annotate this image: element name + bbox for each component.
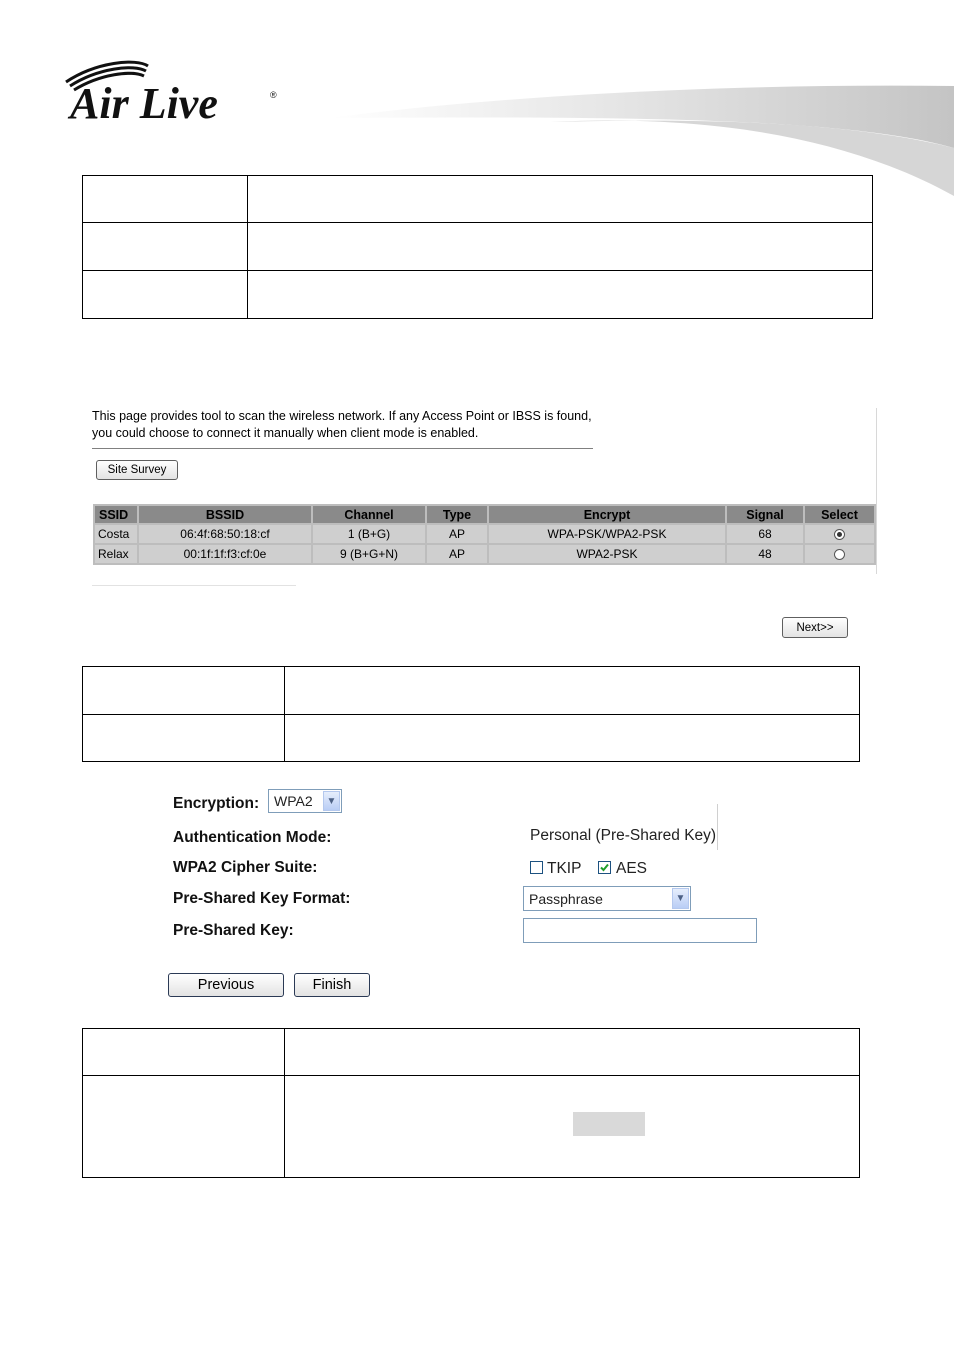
cell-encrypt: WPA2-PSK <box>489 545 725 563</box>
site-survey-button[interactable]: Site Survey <box>96 460 178 480</box>
info-table-1 <box>82 175 873 319</box>
aes-label: AES <box>616 860 648 877</box>
table-cell <box>83 715 285 762</box>
table-cell <box>83 667 285 715</box>
col-select-header: Select <box>805 506 874 523</box>
site-survey-table <box>93 504 876 565</box>
auth-mode-value: Personal (Pre-Shared Key) <box>530 827 717 844</box>
table-header-row <box>95 506 874 523</box>
table-cell <box>83 1029 285 1076</box>
table-cell <box>248 223 873 271</box>
aes-checkbox[interactable] <box>598 861 611 874</box>
encryption-select[interactable] <box>268 789 342 813</box>
table-cell <box>83 271 248 319</box>
chevron-down-icon: ▼ <box>672 888 689 909</box>
table-row[interactable] <box>95 545 874 563</box>
cell-ssid: Costa <box>95 525 137 543</box>
cell-signal: 48 <box>727 545 803 563</box>
col-ssid-header: SSID <box>95 506 137 523</box>
table-cell <box>83 223 248 271</box>
col-channel-header: Channel <box>313 506 425 523</box>
table-row[interactable] <box>95 525 874 543</box>
psk-format-select-value: Passphrase <box>529 890 603 907</box>
next-button[interactable]: Next>> <box>782 617 848 638</box>
highlight-patch <box>573 1112 645 1136</box>
airlive-logo-text: Air Live <box>70 79 218 128</box>
select-radio-relax[interactable] <box>834 549 845 560</box>
encryption-label: Encryption: <box>173 795 260 812</box>
svg-text:®: ® <box>270 90 277 100</box>
select-radio-costa[interactable] <box>834 529 845 540</box>
table-cell <box>83 176 248 223</box>
tkip-label: TKIP <box>547 860 582 877</box>
psk-label: Pre-Shared Key: <box>173 922 294 939</box>
cell-bssid: 06:4f:68:50:18:cf <box>139 525 311 543</box>
table-cell <box>248 271 873 319</box>
airlive-logo <box>56 58 286 128</box>
cell-select <box>805 525 874 543</box>
cell-type: AP <box>427 545 487 563</box>
cell-signal: 68 <box>727 525 803 543</box>
cell-type: AP <box>427 525 487 543</box>
table-cell <box>285 667 860 715</box>
checkmark-icon <box>599 862 610 873</box>
table-cell <box>285 1076 860 1178</box>
info-table-3 <box>82 1028 860 1178</box>
psk-input[interactable] <box>523 918 757 943</box>
table-cell <box>285 1029 860 1076</box>
auth-mode-label: Authentication Mode: <box>173 829 332 846</box>
cell-ssid: Relax <box>95 545 137 563</box>
table-cell <box>285 715 860 762</box>
divider <box>92 585 296 586</box>
col-bssid-header: BSSID <box>139 506 311 523</box>
cell-channel: 9 (B+G+N) <box>313 545 425 563</box>
cell-bssid: 00:1f:1f:f3:cf:0e <box>139 545 311 563</box>
chevron-down-icon: ▼ <box>323 791 340 811</box>
table-cell <box>83 1076 285 1178</box>
site-survey-intro: This page provides tool to scan the wireless network. If any Access Point or IBSS is found, you could choose to connect it manually when client mode is enabled. <box>92 409 592 440</box>
divider <box>92 448 593 449</box>
tkip-checkbox[interactable] <box>530 861 543 874</box>
previous-button[interactable]: Previous <box>168 973 284 997</box>
divider <box>717 804 718 850</box>
cell-channel: 1 (B+G) <box>313 525 425 543</box>
table-cell <box>248 176 873 223</box>
col-signal-header: Signal <box>727 506 803 523</box>
psk-format-label: Pre-Shared Key Format: <box>173 890 351 907</box>
col-type-header: Type <box>427 506 487 523</box>
finish-button[interactable]: Finish <box>294 973 370 997</box>
cipher-suite-label: WPA2 Cipher Suite: <box>173 859 318 876</box>
cell-encrypt: WPA-PSK/WPA2-PSK <box>489 525 725 543</box>
cell-select <box>805 545 874 563</box>
panel-edge <box>876 408 877 574</box>
col-encrypt-header: Encrypt <box>489 506 725 523</box>
info-table-2 <box>82 666 860 762</box>
encryption-select-value: WPA2 <box>274 793 313 809</box>
psk-format-select[interactable] <box>523 886 691 911</box>
